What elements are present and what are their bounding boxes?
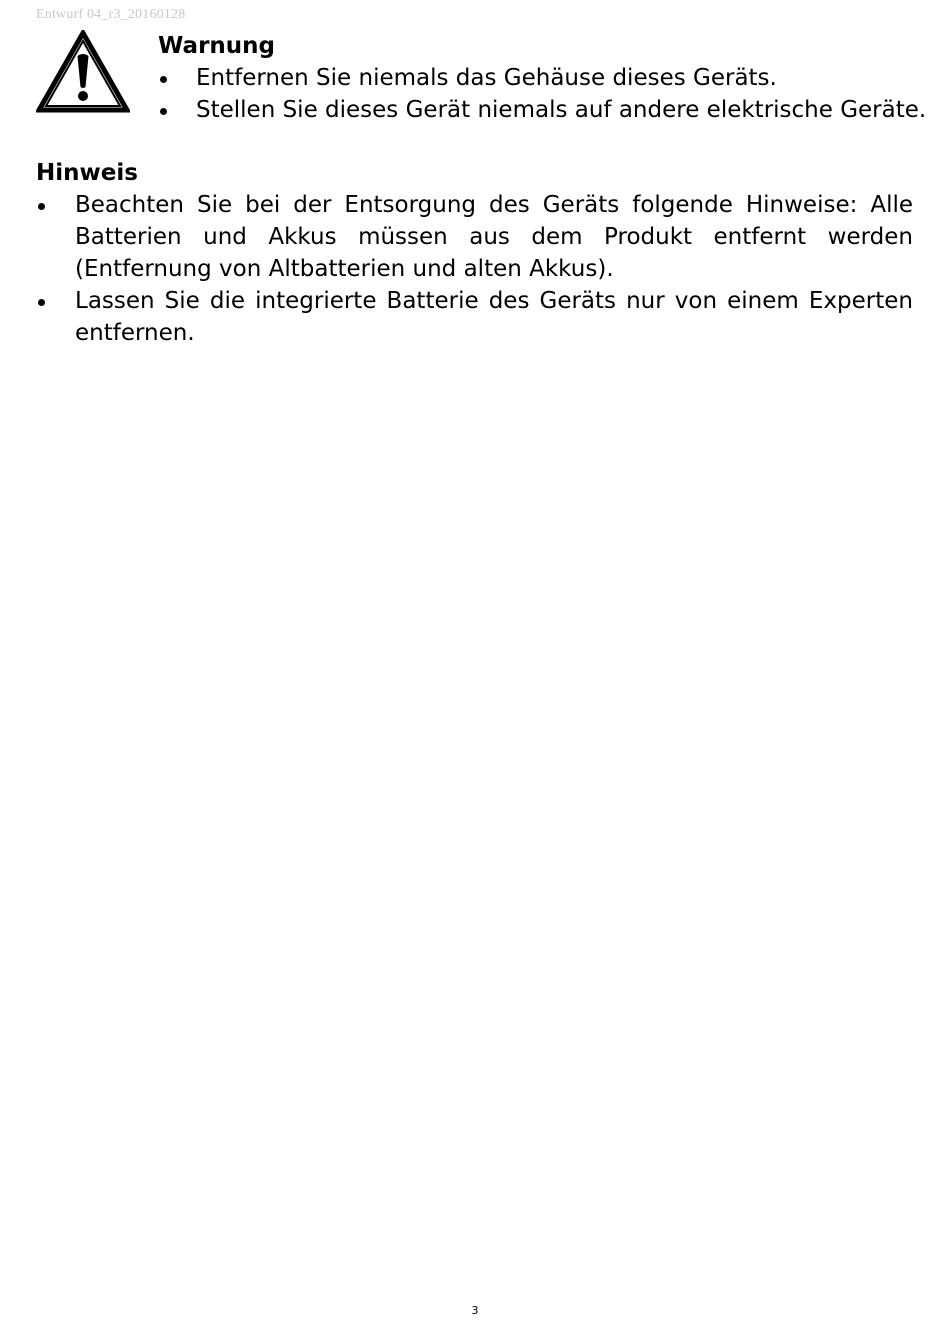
bullet-icon [38,299,45,306]
note-section [36,157,913,349]
bullet-icon [160,76,167,83]
note-title: Hinweis [36,160,138,186]
warning-item-text: Stellen Sie dieses Gerät niemals auf andere elektrische Geräte. [196,97,927,123]
warning-title: Warnung [158,33,275,59]
draft-stamp: Entwurf 04_r3_20160128 [36,7,186,22]
warning-section [158,30,928,126]
bullet-icon [38,203,45,210]
note-item [36,285,913,349]
warning-item [158,94,928,126]
note-list [36,189,913,349]
bullet-icon [160,108,167,115]
page-number: 3 [471,1304,479,1317]
note-item [36,189,913,285]
warning-item-text: Entfernen Sie niemals das Gehäuse dieses Geräts. [196,65,777,91]
warning-list [158,62,928,126]
warning-item [158,62,928,94]
note-item-text: Beachten Sie bei der Entsorgung des Geräts folgende Hinweise: Alle Batterien und Akkus müssen aus dem Produkt entfernt werden (Entfernung von Altbatterien und alten Akkus). [75,192,913,282]
note-item-text: Lassen Sie die integrierte Batterie des Geräts nur von einem Experten entfernen. [75,288,913,346]
warning-triangle-icon [36,30,130,114]
